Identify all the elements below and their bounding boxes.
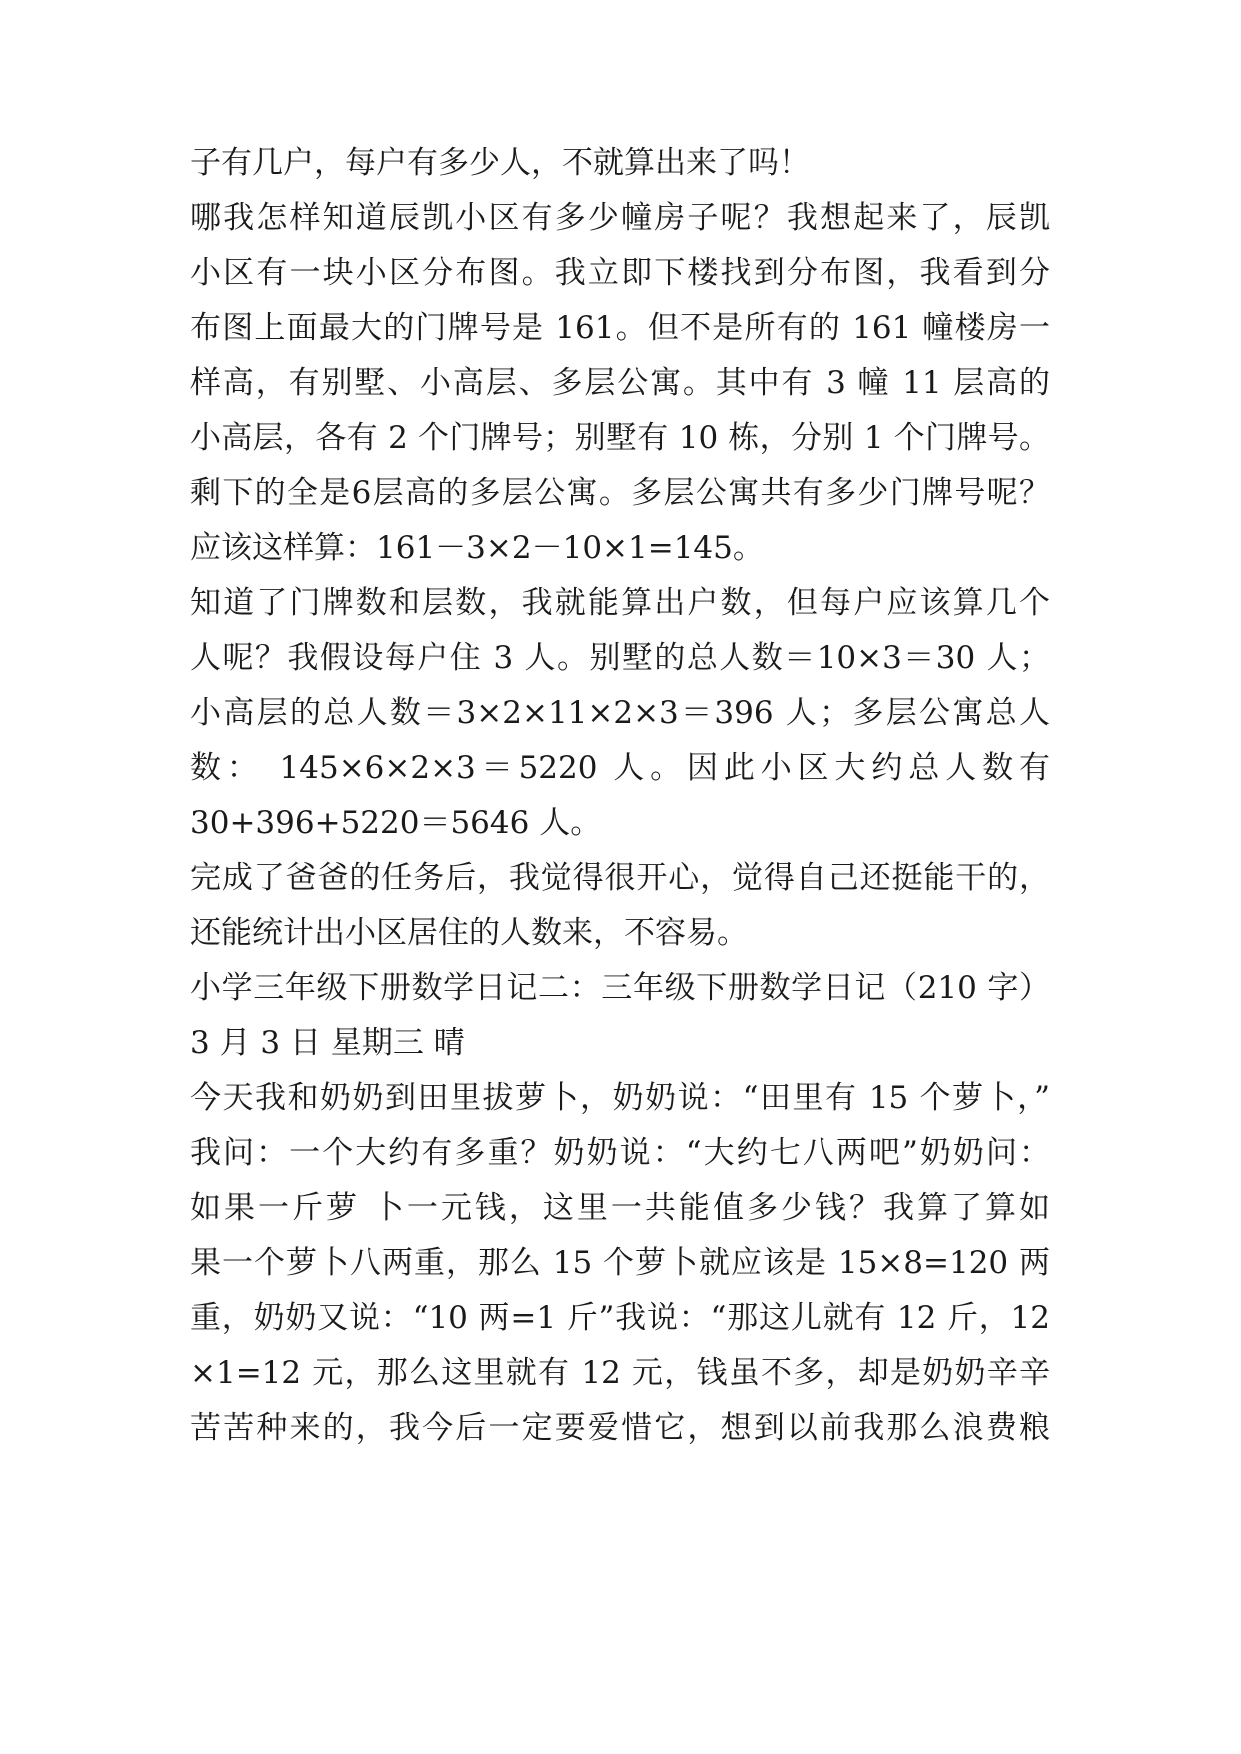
text-line: 小区有一块小区分布图。我立即下楼找到分布图，我看到分 — [190, 255, 1050, 291]
text-line: 今天我和奶奶到田里拔萝卜，奶奶说：“田里有 15 个萝卜，” — [190, 1080, 1050, 1116]
diary-date: 3 月 3 日 星期三 晴 — [190, 1025, 465, 1061]
text-line: 完成了爸爸的任务后，我觉得很开心，觉得自己还挺能干的， — [190, 860, 1050, 896]
text-line: 重，奶奶又说：“10 两=1 斤”我说：“那这儿就有 12 斤，12 — [190, 1300, 1050, 1336]
text-line: 小高层的总人数＝3×2×11×2×3＝396 人；多层公寓总人 — [190, 695, 1050, 731]
section-heading: 小学三年级下册数学日记二：三年级下册数学日记（210 字） — [190, 970, 1050, 1006]
text-line: 还能统计出小区居住的人数来，不容易。 — [190, 915, 748, 951]
text-line: 知道了门牌数和层数，我就能算出户数，但每户应该算几个 — [190, 585, 1050, 621]
text-line: 人呢？我假设每户住 3 人。别墅的总人数＝10×3＝30 人； — [190, 640, 1050, 676]
text-line: 苦苦种来的，我今后一定要爱惜它，想到以前我那么浪费粮 — [190, 1410, 1050, 1446]
text-line: 剩下的全是6层高的多层公寓。多层公寓共有多少门牌号呢？ — [190, 475, 1050, 511]
text-line: ×1=12 元，那么这里就有 12 元，钱虽不多，却是奶奶辛辛 — [190, 1355, 1050, 1391]
text-line: 应该这样算：161－3×2－10×1=145。 — [190, 530, 764, 566]
text-line: 样高，有别墅、小高层、多层公寓。其中有 3 幢 11 层高的 — [190, 365, 1050, 401]
text-line: 果一个萝卜八两重，那么 15 个萝卜就应该是 15×8=120 两 — [190, 1245, 1050, 1281]
text-line: 子有几户，每户有多少人，不就算出来了吗！ — [190, 145, 810, 181]
text-line: 小高层，各有 2 个门牌号；别墅有 10 栋，分别 1 个门牌号。 — [190, 420, 1050, 456]
text-line: 如果一斤萝 卜一元钱，这里一共能值多少钱？我算了算如 — [190, 1190, 1050, 1226]
text-line: 布图上面最大的门牌号是 161。但不是所有的 161 幢楼房一 — [190, 310, 1050, 346]
text-line: 哪我怎样知道辰凯小区有多少幢房子呢？我想起来了，辰凯 — [190, 200, 1050, 236]
text-line: 数： 145×6×2×3＝5220 人。因此小区大约总人数有 — [190, 750, 1050, 786]
text-line: 我问：一个大约有多重？奶奶说：“大约七八两吧”奶奶问： — [190, 1135, 1050, 1171]
text-line: 30+396+5220＝5646 人。 — [190, 805, 602, 841]
